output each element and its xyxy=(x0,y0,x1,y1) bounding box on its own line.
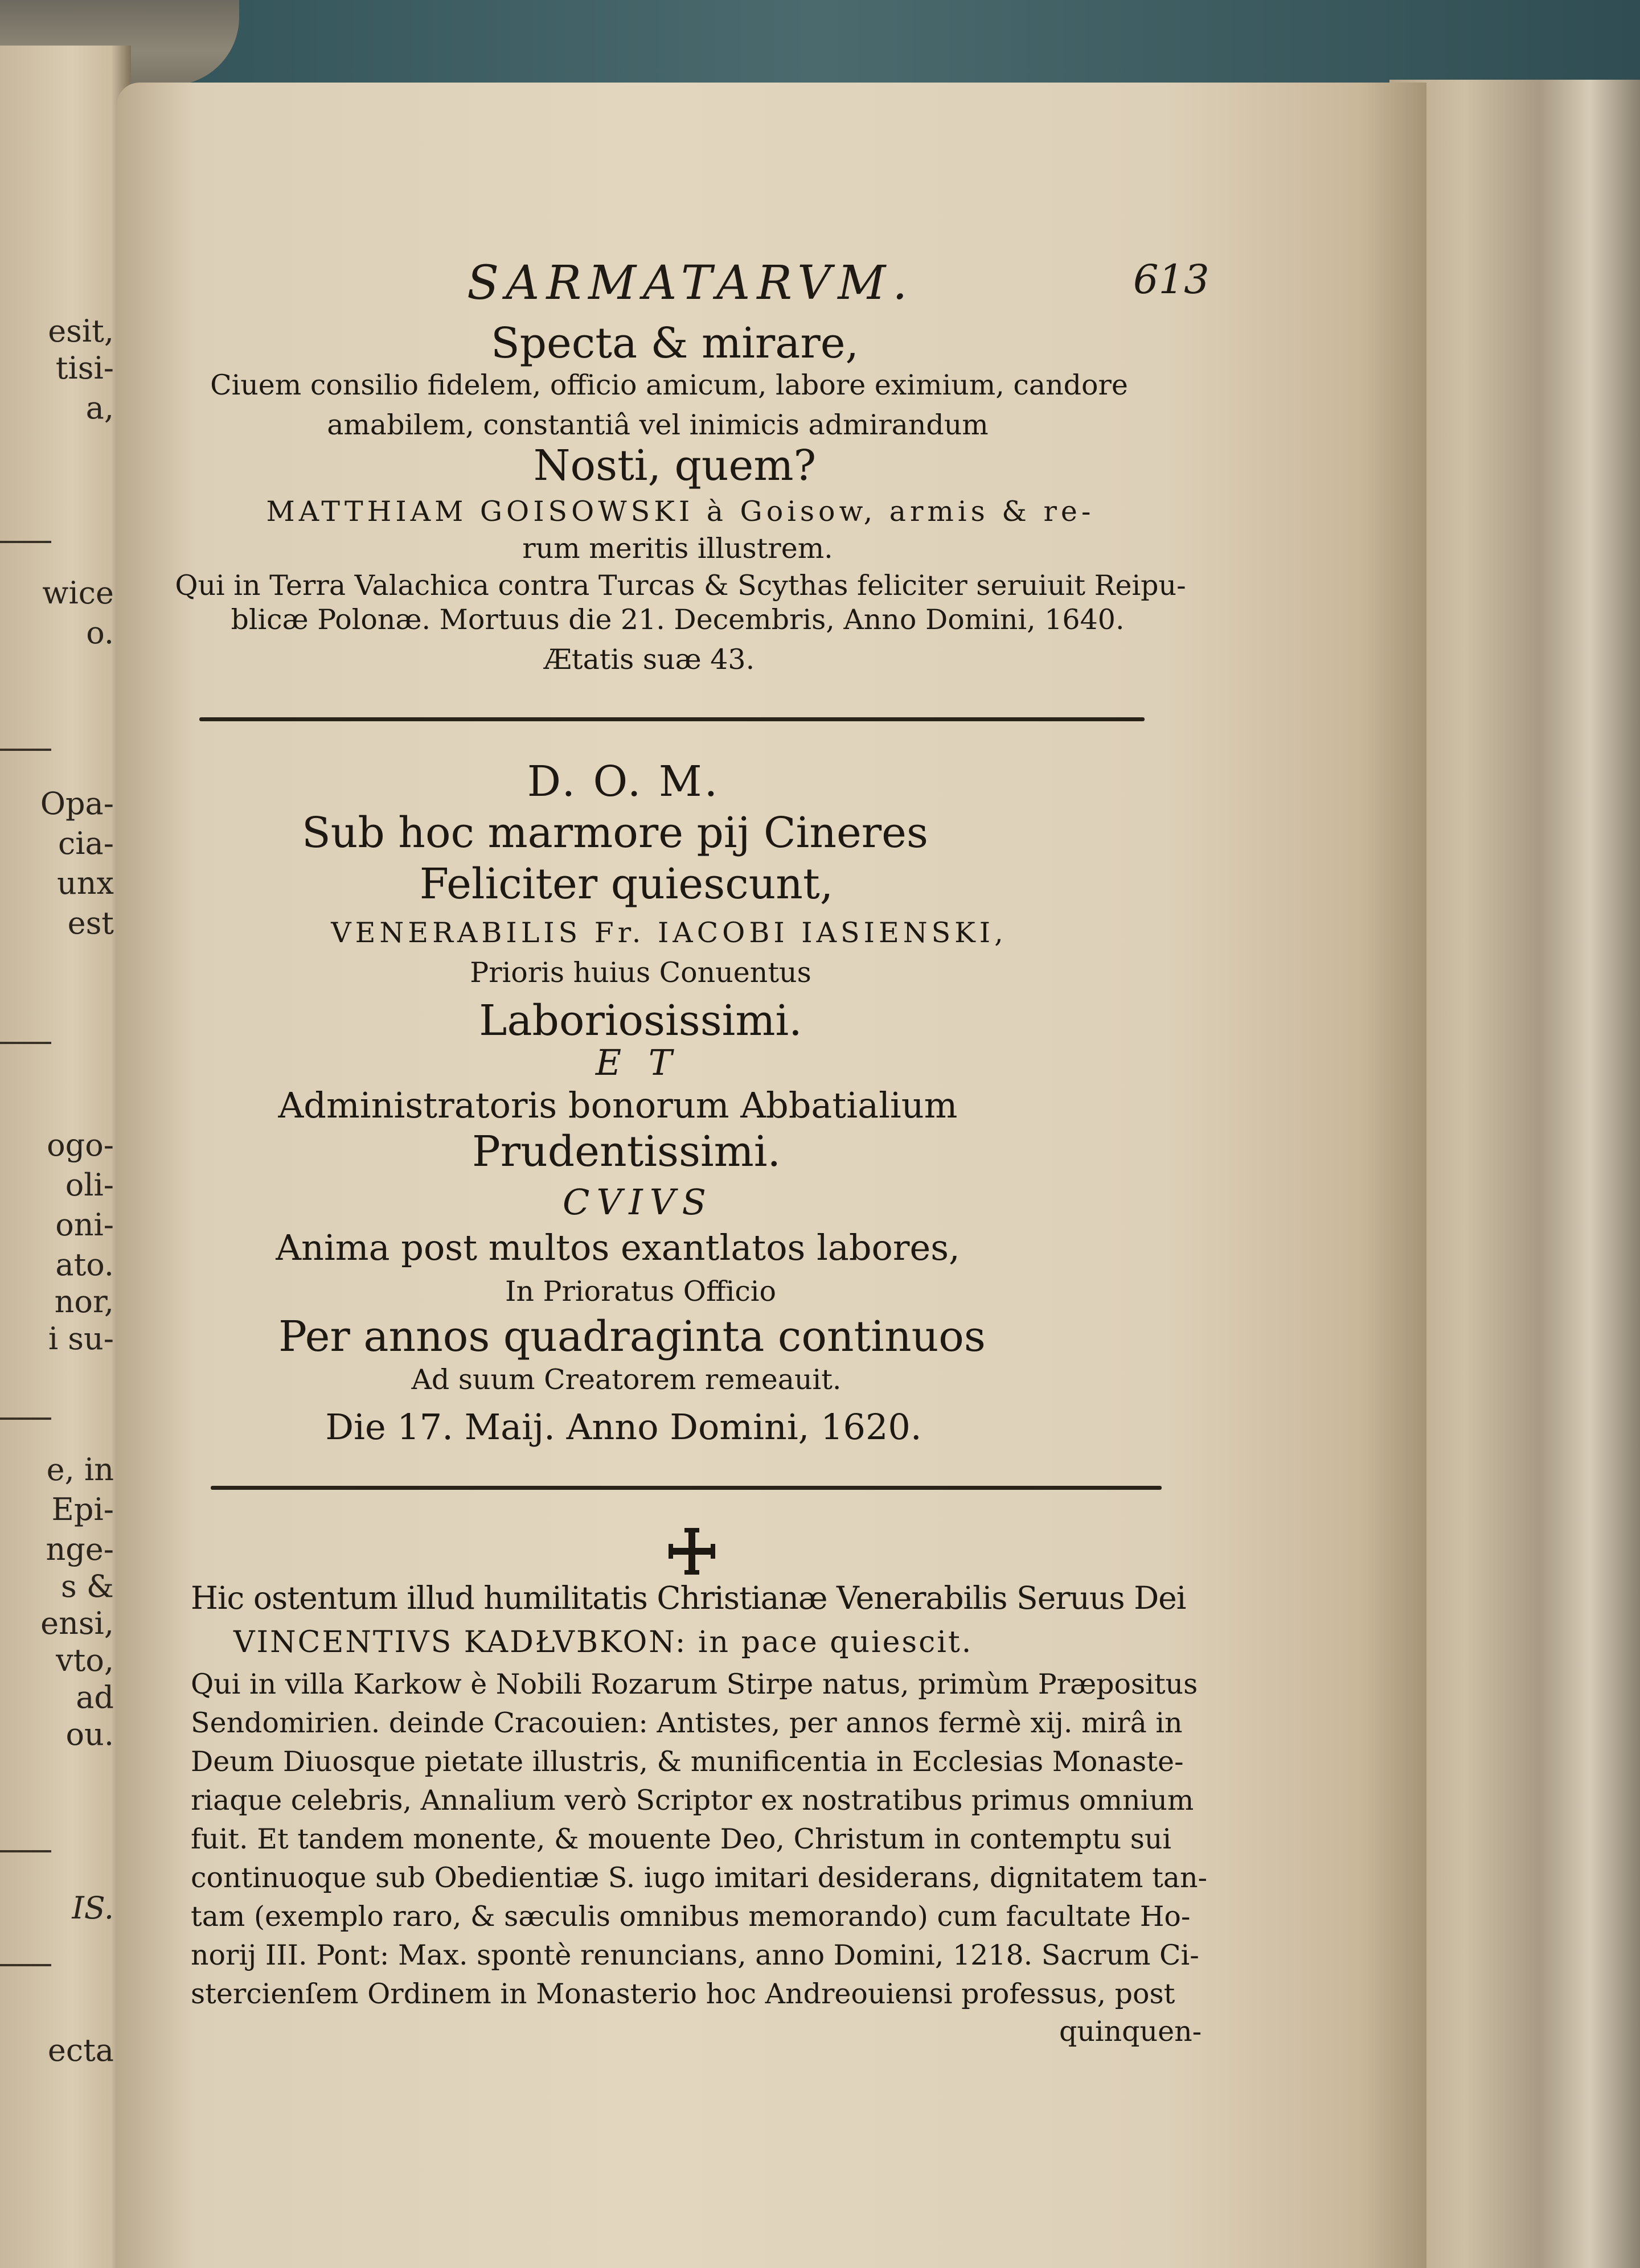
left-fragment: ad xyxy=(76,1679,114,1715)
left-rule xyxy=(0,541,51,543)
epitaph-3-line: norij III. Pont: Max. spontè renuncians, anno Domini, 1218. Sacrum Ci- xyxy=(191,1939,1199,1971)
epitaph-2-line: D. O. M. xyxy=(527,757,720,806)
left-rule xyxy=(0,1418,51,1420)
running-title: SARMATARVM. xyxy=(467,256,915,310)
epitaph-3-line: Hic ostentum illud humilitatis Christianæ Venerabilis Seruus Dei xyxy=(191,1580,1186,1616)
left-rule xyxy=(0,1850,51,1852)
epitaph-1-line: Ætatis suæ 43. xyxy=(543,643,755,676)
cross-ornament-icon xyxy=(666,1526,718,1577)
epitaph-2-line: VENERABILIS Fr. IACOBI IASIENSKI, xyxy=(331,917,1007,949)
left-fragment: o. xyxy=(86,615,114,651)
epitaph-3-line: VINCENTIVS KADŁVBKON: in pace quiescit. xyxy=(233,1625,973,1659)
epitaph-2-line: Prudentissimi. xyxy=(472,1127,781,1176)
epitaph-2-line: Feliciter quiescunt, xyxy=(419,860,834,909)
page-block-edge xyxy=(1389,80,1640,2268)
epitaph-2-line: In Prioratus Officio xyxy=(505,1275,776,1308)
left-fragment: ogo- xyxy=(47,1127,114,1163)
left-fragment: Opa- xyxy=(40,786,114,821)
epitaph-2-line: Sub hoc marmore pij Cineres xyxy=(302,808,928,857)
left-fragment: i su- xyxy=(48,1321,114,1357)
left-fragment: unx xyxy=(56,865,114,901)
epitaph-3-line: Deum Diuosque pietate illustris, & munificentia in Ecclesias Monaste- xyxy=(191,1745,1184,1778)
epitaph-1-line: rum meritis illustrem. xyxy=(522,532,833,565)
epitaph-3-line: fuit. Et tandem monente, & mouente Deo, Christum in contemptu sui xyxy=(191,1823,1172,1855)
section-divider xyxy=(199,717,1145,721)
epitaph-1-line: Nosti, quem? xyxy=(533,441,817,490)
epitaph-2-line: Prioris huius Conuentus xyxy=(470,956,811,989)
left-fragment: ensi, xyxy=(40,1605,114,1641)
left-fragment: nor, xyxy=(54,1284,114,1320)
epitaph-1-line: MATTHIAM GOISOWSKI à Goisow, armis & re- xyxy=(266,495,1095,528)
left-fragment: oni- xyxy=(55,1207,114,1243)
epitaph-1-line: amabilem, constantiâ vel inimicis admirandum xyxy=(327,409,989,441)
left-fragment: s & xyxy=(61,1568,114,1604)
epitaph-2-line: CVIVS xyxy=(563,1181,713,1223)
epitaph-2-line: Die 17. Maij. Anno Domini, 1620. xyxy=(325,1406,922,1448)
epitaph-2-line: Laboriosissimi. xyxy=(479,996,802,1045)
left-fragment: a, xyxy=(85,390,114,426)
left-fragment: cia- xyxy=(58,825,114,861)
epitaph-3-line: Sendomirien. deinde Cracouien: Antistes, per annos fermè xij. mirâ in xyxy=(191,1707,1183,1739)
page-number: 613 xyxy=(1133,256,1210,303)
epitaph-3-line: tam (exemplo raro, & sæculis omnibus memorando) cum facultate Ho- xyxy=(191,1900,1191,1933)
left-fragment: oli- xyxy=(65,1167,114,1203)
left-fragment: esit, xyxy=(48,313,114,349)
left-fragment: nge- xyxy=(46,1531,114,1567)
epitaph-3-line: Qui in villa Karkow è Nobili Rozarum Stirpe natus, primùm Præpositus xyxy=(191,1668,1198,1700)
section-divider xyxy=(211,1486,1162,1490)
left-fragment: IS. xyxy=(72,1890,114,1926)
epitaph-3-line: stercienſem Ordinem in Monasterio hoc Andreouiensi professus, post xyxy=(191,1978,1175,2010)
epitaph-3-line: riaque celebris, Annalium verò Scriptor ex nostratibus primus omnium xyxy=(191,1784,1194,1817)
epitaph-2-line: Ad suum Creatorem remeauit. xyxy=(411,1363,842,1396)
left-rule xyxy=(0,1964,51,1966)
left-fragment: ato. xyxy=(55,1247,114,1283)
left-fragment: ou. xyxy=(65,1716,114,1752)
left-fragment: tisi- xyxy=(55,350,114,386)
catchword: quinquen- xyxy=(1059,2015,1202,2048)
left-fragment: wice xyxy=(42,575,114,611)
epitaph-1-line: Specta & mirare, xyxy=(490,319,859,368)
epitaph-2-line: Per annos quadraginta continuos xyxy=(278,1312,986,1361)
left-page xyxy=(0,46,131,2268)
epitaph-1-line: Ciuem consilio fidelem, officio amicum, labore eximium, candore xyxy=(210,369,1128,401)
left-rule xyxy=(0,1042,51,1044)
epitaph-2-line: E T xyxy=(595,1042,680,1083)
left-fragment: vto, xyxy=(56,1642,114,1678)
left-fragment: ecta xyxy=(47,2032,114,2068)
epitaph-2-line: Administratoris bonorum Abbatialium xyxy=(278,1084,958,1126)
left-fragment: est xyxy=(67,905,114,941)
epitaph-2-line: Anima post multos exantlatos labores, xyxy=(276,1227,960,1268)
epitaph-1-line: Qui in Terra Valachica contra Turcas & Scythas feliciter seruiuit Reipu- xyxy=(175,569,1186,602)
left-rule xyxy=(0,749,51,751)
epitaph-1-line: blicæ Polonæ. Mortuus die 21. Decembris, Anno Domini, 1640. xyxy=(231,603,1125,636)
epitaph-3-line: continuoque sub Obedientiæ S. iugo imitari desiderans, dignitatem tan- xyxy=(191,1862,1208,1894)
left-fragment: e, in xyxy=(46,1452,114,1488)
left-fragment: Epi- xyxy=(51,1492,114,1527)
